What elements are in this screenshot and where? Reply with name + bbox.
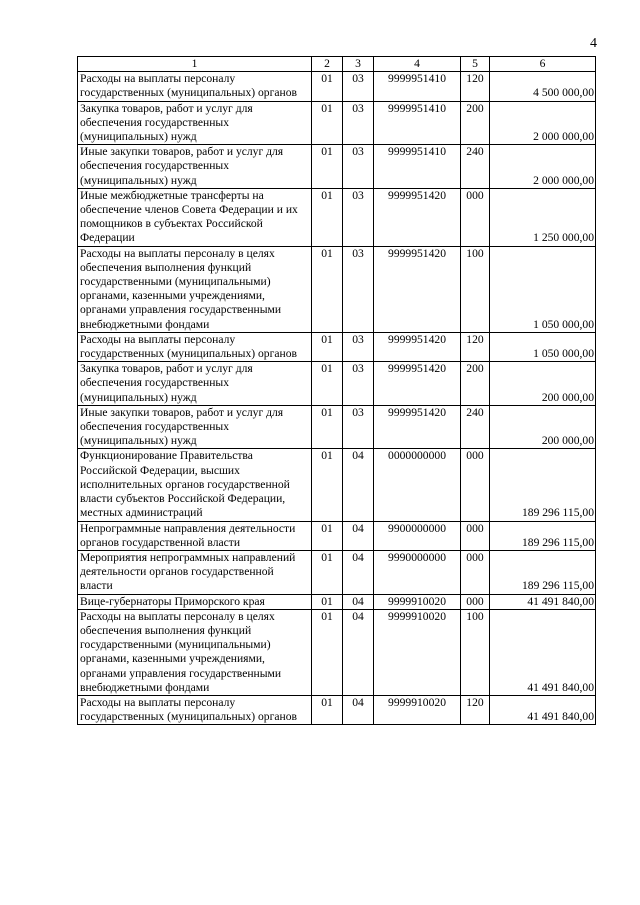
table-row bbox=[78, 521, 596, 550]
row-amount-cell: 200 000,00 bbox=[490, 362, 596, 406]
row-col2-cell: 01 bbox=[312, 332, 343, 361]
row-col4-cell: 9999910020 bbox=[374, 695, 461, 724]
table-row bbox=[78, 246, 596, 332]
table-row bbox=[78, 362, 596, 406]
row-col2-cell: 01 bbox=[312, 145, 343, 189]
column-header: 6 bbox=[490, 57, 596, 72]
row-amount-cell: 189 296 115,00 bbox=[490, 550, 596, 594]
row-col2-cell: 01 bbox=[312, 101, 343, 145]
row-col4-cell: 9999951420 bbox=[374, 405, 461, 449]
row-col2-cell: 01 bbox=[312, 188, 343, 246]
row-col4-cell: 9999951410 bbox=[374, 72, 461, 101]
row-col3-cell: 04 bbox=[343, 521, 374, 550]
row-col2-cell: 01 bbox=[312, 609, 343, 695]
row-col5-cell: 100 bbox=[461, 246, 490, 332]
row-amount-cell: 41 491 840,00 bbox=[490, 609, 596, 695]
row-col4-cell: 9999951410 bbox=[374, 145, 461, 189]
row-col2-cell: 01 bbox=[312, 72, 343, 101]
table-row bbox=[78, 405, 596, 449]
row-name-cell: Иные закупки товаров, работ и услуг для обеспечения государственных (муниципальных) нужд bbox=[78, 405, 312, 449]
row-col4-cell: 9999910020 bbox=[374, 609, 461, 695]
row-name-cell: Расходы на выплаты персоналу государственных (муниципальных) органов bbox=[78, 332, 312, 361]
row-col5-cell: 000 bbox=[461, 550, 490, 594]
row-col3-cell: 03 bbox=[343, 145, 374, 189]
row-col3-cell: 03 bbox=[343, 188, 374, 246]
row-col4-cell: 9999951420 bbox=[374, 362, 461, 406]
row-col3-cell: 03 bbox=[343, 362, 374, 406]
row-amount-cell: 1 250 000,00 bbox=[490, 188, 596, 246]
table-row bbox=[78, 594, 596, 609]
row-col4-cell: 0000000000 bbox=[374, 449, 461, 521]
column-header: 4 bbox=[374, 57, 461, 72]
column-header: 3 bbox=[343, 57, 374, 72]
row-name-cell: Функционирование Правительства Российской Федерации, высших исполнительных органов государственной власти субъектов Российской Федерации, местных администраций bbox=[78, 449, 312, 521]
row-amount-cell: 2 000 000,00 bbox=[490, 101, 596, 145]
row-col2-cell: 01 bbox=[312, 594, 343, 609]
row-col2-cell: 01 bbox=[312, 695, 343, 724]
row-name-cell: Расходы на выплаты персоналу государственных (муниципальных) органов bbox=[78, 72, 312, 101]
row-col3-cell: 04 bbox=[343, 594, 374, 609]
table-row bbox=[78, 695, 596, 724]
row-col4-cell: 9999951420 bbox=[374, 332, 461, 361]
row-col2-cell: 01 bbox=[312, 449, 343, 521]
row-amount-cell: 189 296 115,00 bbox=[490, 521, 596, 550]
row-col5-cell: 200 bbox=[461, 101, 490, 145]
row-col3-cell: 04 bbox=[343, 550, 374, 594]
column-header: 1 bbox=[78, 57, 312, 72]
row-amount-cell: 189 296 115,00 bbox=[490, 449, 596, 521]
row-col5-cell: 120 bbox=[461, 332, 490, 361]
row-col4-cell: 9999951420 bbox=[374, 188, 461, 246]
row-col5-cell: 120 bbox=[461, 72, 490, 101]
row-amount-cell: 41 491 840,00 bbox=[490, 594, 596, 609]
column-header: 5 bbox=[461, 57, 490, 72]
table-row bbox=[78, 72, 596, 101]
row-col3-cell: 04 bbox=[343, 609, 374, 695]
row-name-cell: Непрограммные направления деятельности органов государственной власти bbox=[78, 521, 312, 550]
row-col2-cell: 01 bbox=[312, 405, 343, 449]
row-amount-cell: 1 050 000,00 bbox=[490, 246, 596, 332]
row-name-cell: Вице-губернаторы Приморского края bbox=[78, 594, 312, 609]
row-col2-cell: 01 bbox=[312, 550, 343, 594]
row-col5-cell: 000 bbox=[461, 594, 490, 609]
row-col5-cell: 000 bbox=[461, 449, 490, 521]
row-name-cell: Закупка товаров, работ и услуг для обеспечения государственных (муниципальных) нужд bbox=[78, 101, 312, 145]
row-col4-cell: 9999951410 bbox=[374, 101, 461, 145]
table-header-row bbox=[78, 57, 596, 72]
row-name-cell: Иные закупки товаров, работ и услуг для обеспечения государственных (муниципальных) нужд bbox=[78, 145, 312, 189]
row-col3-cell: 03 bbox=[343, 72, 374, 101]
row-col4-cell: 9999910020 bbox=[374, 594, 461, 609]
row-col4-cell: 9999951420 bbox=[374, 246, 461, 332]
row-name-cell: Расходы на выплаты персоналу в целях обеспечения выполнения функций государственными (муниципальными) органами, казенными учреждениями, органами управления государственными внебюджетными фондами bbox=[78, 246, 312, 332]
table-row bbox=[78, 332, 596, 361]
row-name-cell: Иные межбюджетные трансферты на обеспечение членов Совета Федерации и их помощников в субъектах Российской Федерации bbox=[78, 188, 312, 246]
row-col2-cell: 01 bbox=[312, 521, 343, 550]
row-col5-cell: 240 bbox=[461, 405, 490, 449]
row-amount-cell: 41 491 840,00 bbox=[490, 695, 596, 724]
row-col3-cell: 03 bbox=[343, 405, 374, 449]
row-name-cell: Расходы на выплаты персоналу государственных (муниципальных) органов bbox=[78, 695, 312, 724]
row-col5-cell: 000 bbox=[461, 188, 490, 246]
row-col5-cell: 120 bbox=[461, 695, 490, 724]
budget-table bbox=[77, 56, 596, 725]
row-amount-cell: 2 000 000,00 bbox=[490, 145, 596, 189]
row-col3-cell: 03 bbox=[343, 246, 374, 332]
row-col5-cell: 100 bbox=[461, 609, 490, 695]
row-name-cell: Расходы на выплаты персоналу в целях обеспечения выполнения функций государственными (муниципальными) органами, казенными учреждениями, органами управления государственными внебюджетными фондами bbox=[78, 609, 312, 695]
row-col5-cell: 000 bbox=[461, 521, 490, 550]
row-col4-cell: 9990000000 bbox=[374, 550, 461, 594]
table-row bbox=[78, 550, 596, 594]
row-col3-cell: 03 bbox=[343, 101, 374, 145]
column-header: 2 bbox=[312, 57, 343, 72]
row-col3-cell: 03 bbox=[343, 332, 374, 361]
table-row bbox=[78, 609, 596, 695]
table-row bbox=[78, 101, 596, 145]
table-row bbox=[78, 188, 596, 246]
row-col5-cell: 240 bbox=[461, 145, 490, 189]
row-amount-cell: 200 000,00 bbox=[490, 405, 596, 449]
row-col5-cell: 200 bbox=[461, 362, 490, 406]
table-row bbox=[78, 449, 596, 521]
row-col3-cell: 04 bbox=[343, 449, 374, 521]
row-col3-cell: 04 bbox=[343, 695, 374, 724]
table-row bbox=[78, 145, 596, 189]
row-name-cell: Мероприятия непрограммных направлений деятельности органов государственной власти bbox=[78, 550, 312, 594]
row-amount-cell: 4 500 000,00 bbox=[490, 72, 596, 101]
row-col2-cell: 01 bbox=[312, 246, 343, 332]
row-name-cell: Закупка товаров, работ и услуг для обеспечения государственных (муниципальных) нужд bbox=[78, 362, 312, 406]
row-col4-cell: 9900000000 bbox=[374, 521, 461, 550]
page-number: 4 bbox=[590, 36, 597, 51]
row-amount-cell: 1 050 000,00 bbox=[490, 332, 596, 361]
row-col2-cell: 01 bbox=[312, 362, 343, 406]
